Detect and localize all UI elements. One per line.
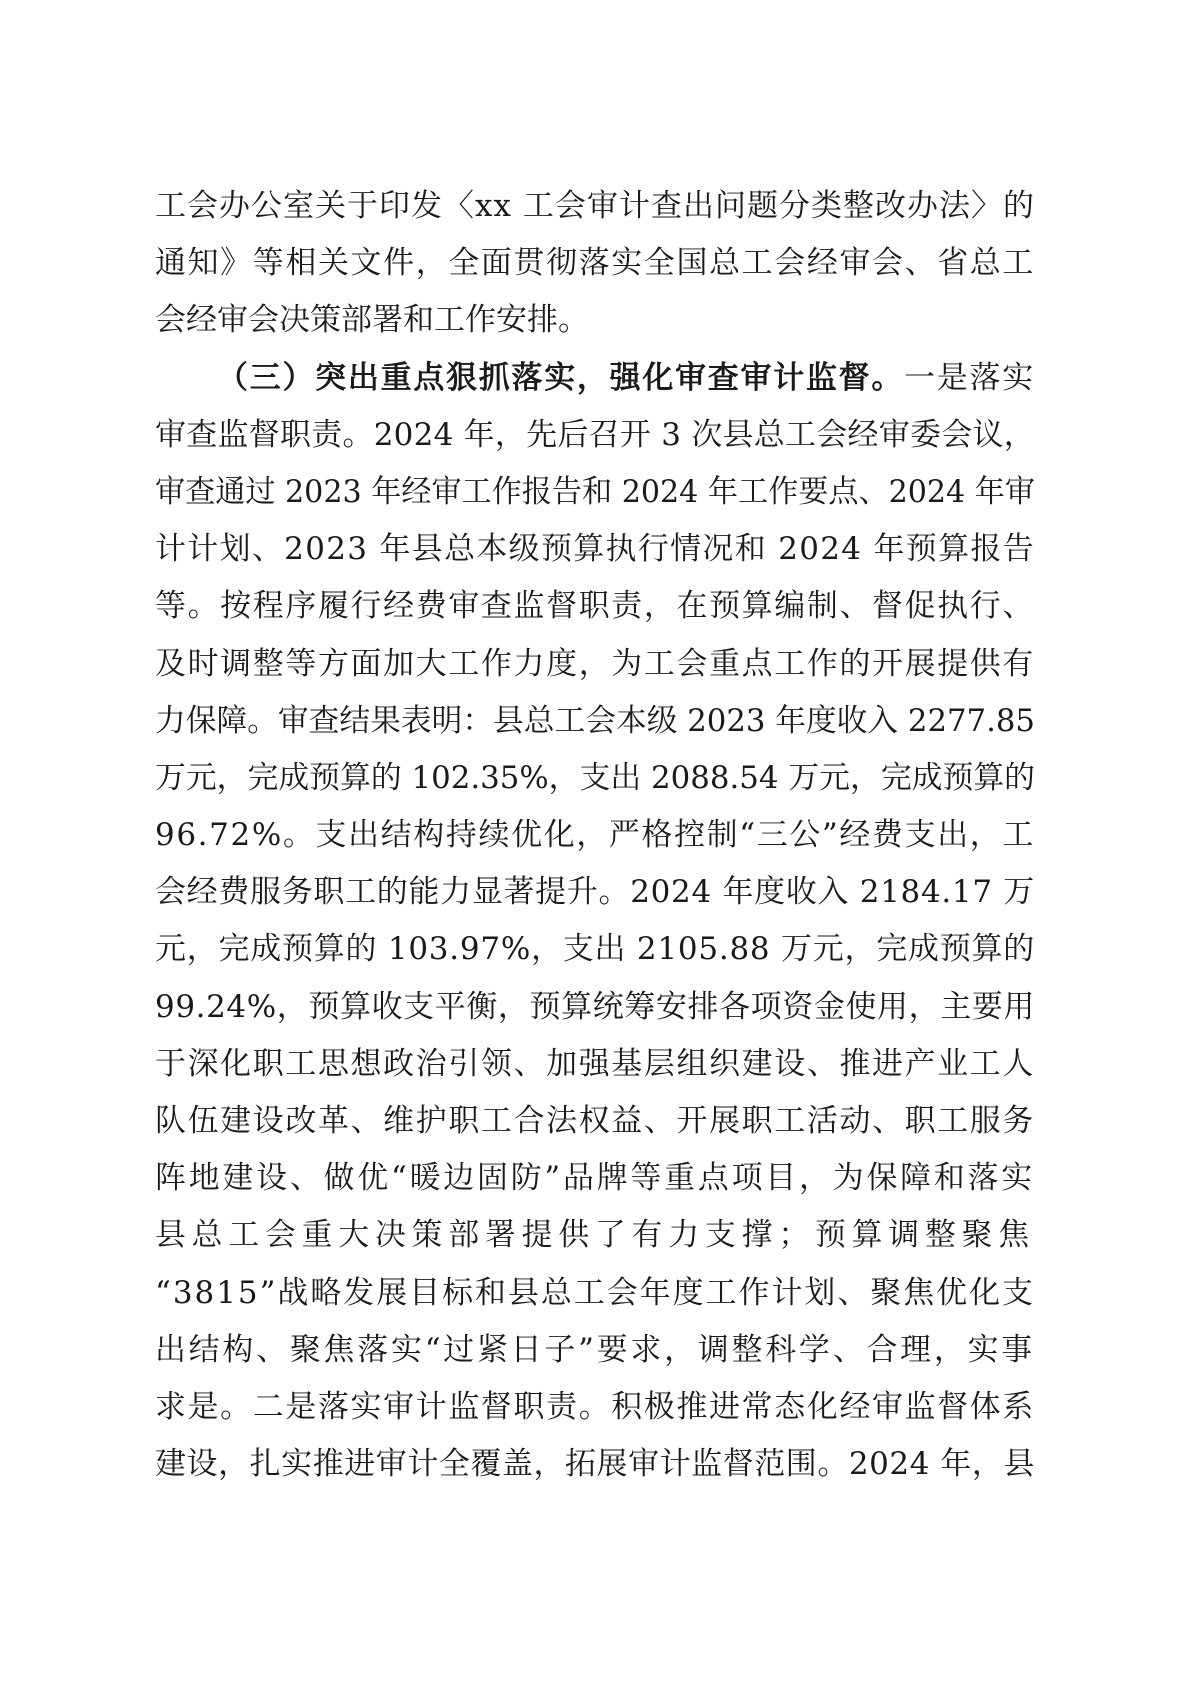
- text-line: [155, 979, 1035, 1036]
- text-segment: 阵地建设、做优“暖边固防”品牌等重点项目，为保障和落实: [155, 1160, 1035, 1197]
- text-segment: 及时调整等方面加大工作力度，为工会重点工作的开展提供有: [155, 645, 1035, 682]
- text-segment: 求是。二是落实审计监督职责。积极推进常态化经审监督体系: [155, 1388, 1035, 1425]
- text-segment: 出结构、聚焦落实“过紧日子”要求，调整科学、合理，实事: [155, 1331, 1035, 1368]
- text-line: [155, 235, 1035, 292]
- section-heading-line: [155, 350, 1035, 407]
- text-line: [155, 178, 1035, 235]
- text-line: [155, 750, 1035, 807]
- text-segment: 建设，扎实推进审计全覆盖，拓展审计监督范围。2024 年，县: [155, 1446, 1035, 1483]
- text-segment: 通知》等相关文件，全面贯彻落实全国总工会经审会、省总工: [155, 245, 1035, 282]
- text-segment: 96.72%。支出结构持续优化，严格控制“三公”经费支出，工: [155, 817, 1035, 854]
- text-segment: 队伍建设改革、维护职工合法权益、开展职工活动、职工服务: [155, 1103, 1035, 1139]
- text-segment: 于深化职工思想政治引领、加强基层组织建设、推进产业工人: [155, 1045, 1035, 1082]
- text-line: [155, 1207, 1035, 1264]
- text-line: [155, 864, 1035, 921]
- text-line: [155, 292, 1035, 349]
- text-segment: 审查监督职责。2024 年，先后召开 3 次县总工会经审委会议，: [155, 416, 1035, 453]
- text-line: [155, 1436, 1035, 1493]
- text-segment: 县总工会重大决策部署提供了有力支撑；预算调整聚焦: [155, 1217, 1035, 1254]
- text-line: [155, 807, 1035, 864]
- text-segment: 会经审会决策部署和工作安排。: [155, 302, 589, 339]
- text-segment: 99.24%，预算收支平衡，预算统筹安排各项资金使用，主要用: [155, 988, 1035, 1025]
- text-line: [155, 1093, 1035, 1150]
- text-segment: 一是落实: [904, 359, 1035, 396]
- text-segment: 等。按程序履行经费审查监督职责，在预算编制、督促执行、: [155, 588, 1035, 625]
- text-line: [155, 464, 1035, 521]
- text-segment: 计计划、2023 年县总本级预算执行情况和 2024 年预算报告: [155, 531, 1035, 568]
- text-line: [155, 1379, 1035, 1436]
- text-line: [155, 578, 1035, 635]
- text-line: [155, 636, 1035, 693]
- section-heading: （三）突出重点狠抓落实，强化审查审计监督。: [217, 359, 905, 396]
- text-segment: 万元，完成预算的 102.35%，支出 2088.54 万元，完成预算的: [155, 759, 1035, 796]
- text-line: [155, 921, 1035, 978]
- text-segment: 工会办公室关于印发〈xx 工会审计查出问题分类整改办法〉的: [155, 188, 1035, 224]
- text-segment: “3815”战略发展目标和县总工会年度工作计划、聚焦优化支: [155, 1274, 1035, 1311]
- text-line: [155, 1322, 1035, 1379]
- text-line: [155, 521, 1035, 578]
- body-text: [155, 178, 1035, 1493]
- text-segment: 审查通过 2023 年经审工作报告和 2024 年工作要点、2024 年审: [155, 473, 1035, 510]
- text-line: [155, 1036, 1035, 1093]
- text-segment: 力保障。审查结果表明：县总工会本级 2023 年度收入 2277.85: [155, 702, 1035, 739]
- text-line: [155, 1150, 1035, 1207]
- text-line: [155, 1265, 1035, 1322]
- text-segment: 会经费服务职工的能力显著提升。2024 年度收入 2184.17 万: [155, 874, 1035, 911]
- text-line: [155, 407, 1035, 464]
- text-segment: 元，完成预算的 103.97%，支出 2105.88 万元，完成预算的: [155, 931, 1035, 968]
- text-line: [155, 693, 1035, 750]
